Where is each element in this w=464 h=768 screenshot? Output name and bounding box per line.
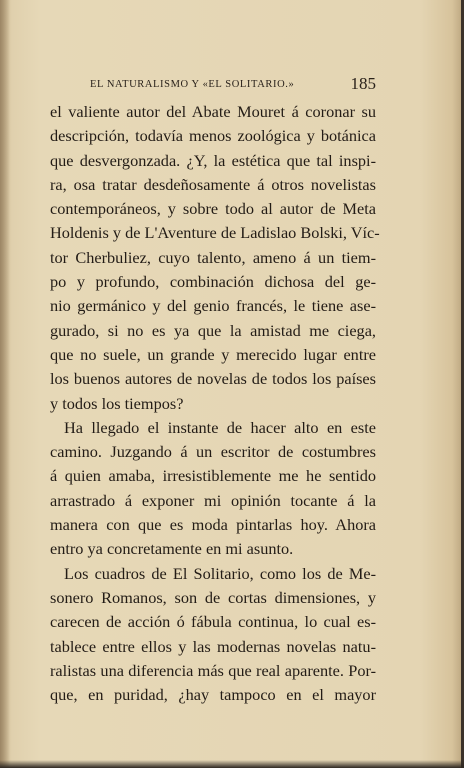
text-line: sonero Romanos, son de cortas dimensiones, y [50, 587, 376, 607]
text-line: carecen de acción ó fábula continua, lo cual es- [50, 612, 376, 632]
body-text [50, 100, 380, 707]
text-line: el valiente autor del Abate Mouret á coronar su [50, 102, 376, 121]
running-head: EL NATURALISMO Y «EL SOLITARIO.» [90, 79, 295, 90]
text-line: los buenos autores de novelas de todos los países [50, 369, 376, 389]
page-bottom-edge [0, 760, 464, 768]
text-line: tablece entre ellos y las modernas novelas natu- [50, 636, 376, 656]
text-line: ralistas una diferencia más que real aparente. Por- [50, 660, 376, 680]
text-line: arrastrado á exponer mi opinión tocante á la [50, 490, 376, 510]
text-line: Los cuadros de El Solitario, como los de Me- [64, 563, 376, 583]
text-line: entro ya concretamente en mi asunto. [50, 539, 294, 559]
text-line: que no suele, un grande y merecido lugar entre [50, 344, 376, 364]
text-line: contemporáneos, y sobre todo al autor de Meta [50, 199, 376, 219]
text-line: que, en puridad, ¿hay tampoco en el mayor [50, 685, 376, 705]
text-line: nio germánico y del genio francés, le tiene ase- [50, 296, 376, 316]
text-line: po y profundo, combinación dichosa del ge- [50, 272, 376, 292]
text-line: que desvergonzada. ¿Y, la estética que tal inspi- [50, 150, 376, 170]
text-line: gurado, si no es ya que la amistad me ciega, [50, 320, 376, 340]
text-line: Ha llegado el instante de hacer alto en este [64, 417, 376, 437]
text-line: descripción, todavía menos zoológica y botánica [50, 126, 376, 146]
text-line: y todos los tiempos? [50, 393, 184, 413]
page-number: 185 [350, 74, 376, 93]
text-line: Holdenis y de L'Aventure de Ladislao Bolski, Víc- [50, 223, 380, 243]
text-line: á quien amaba, irresistiblemente me he sentido [50, 466, 376, 486]
text-line: tor Cherbuliez, cuyo talento, ameno á un tiem- [50, 247, 376, 267]
text-line: camino. Juzgando á un escritor de costumbres [50, 442, 376, 462]
gutter-shadow [0, 0, 10, 768]
page-header [50, 74, 376, 94]
text-line: ra, osa tratar desdeñosamente á otros novelistas [50, 174, 376, 194]
text-line: manera con que es moda pintarlas hoy. Ahora [50, 515, 376, 535]
